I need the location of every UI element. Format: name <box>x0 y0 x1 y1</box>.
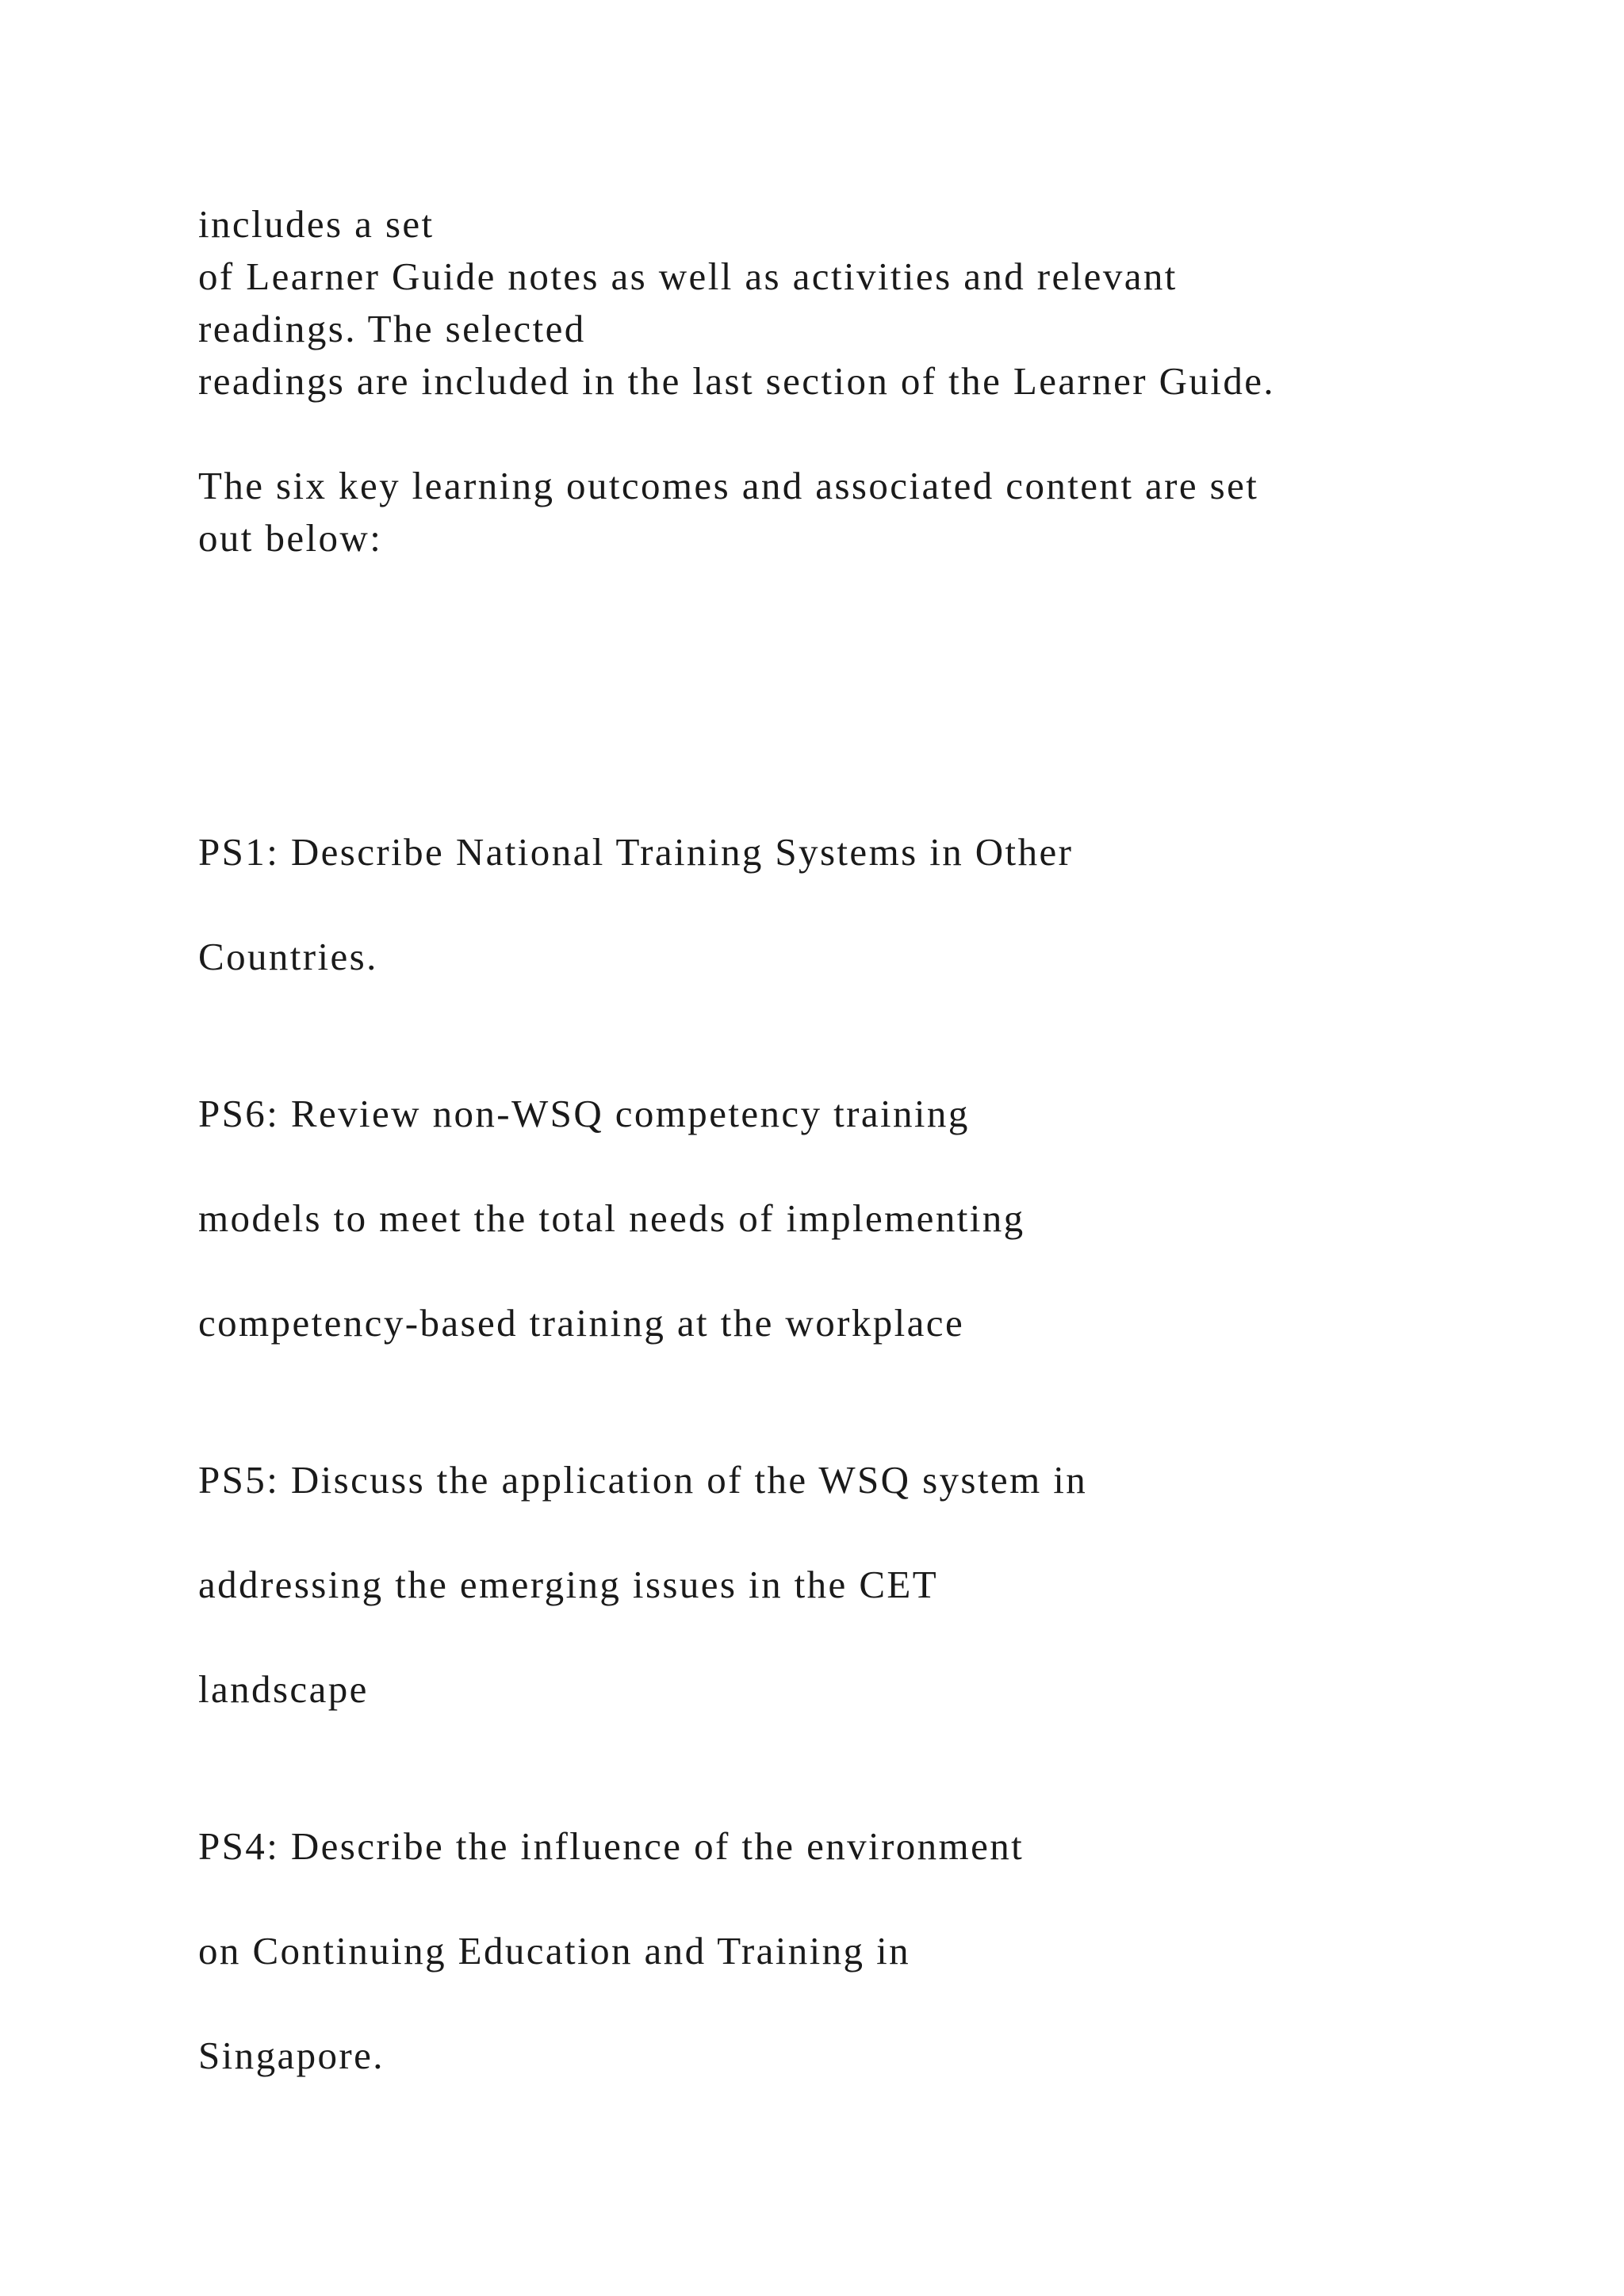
text-line: out below: <box>198 516 383 560</box>
text-line: PS1: Describe National Training Systems in Other <box>198 830 1074 874</box>
text-line: PS4: Describe the influence of the environment <box>198 1824 1025 1868</box>
text-line: The six key learning outcomes and associated content are set <box>198 464 1259 507</box>
text-line: includes a set <box>198 202 435 246</box>
text-line: PS6: Review non-WSQ competency training <box>198 1092 970 1135</box>
text-line: competency-based training at the workplace <box>198 1301 965 1345</box>
text-line: addressing the emerging issues in the CET <box>198 1563 939 1606</box>
text-line: models to meet the total needs of implementing <box>198 1196 1025 1240</box>
text-line: Countries. <box>198 935 378 978</box>
text-line: PS5: Discuss the application of the WSQ system in <box>198 1458 1088 1502</box>
text-line: landscape <box>198 1667 369 1711</box>
text-line: Singapore. <box>198 2034 385 2077</box>
text-line: readings. The selected <box>198 307 586 350</box>
text-line: of Learner Guide notes as well as activities and relevant <box>198 254 1178 298</box>
text-line: on Continuing Education and Training in <box>198 1929 911 1973</box>
text-line: readings are included in the last section of the Learner Guide. <box>198 359 1276 403</box>
